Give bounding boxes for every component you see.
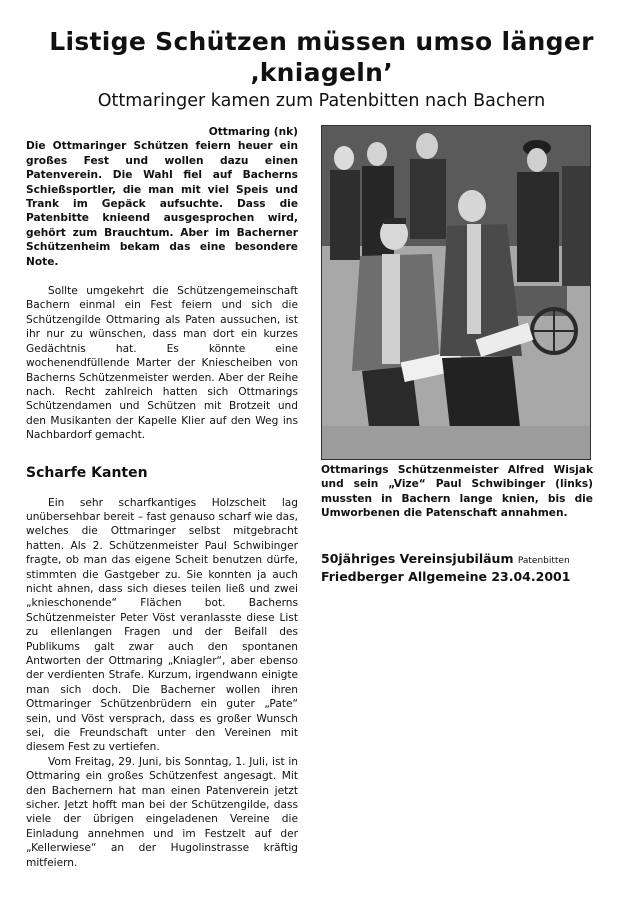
body-paragraph-3: Vom Freitag, 29. Juni, bis Sonntag, 1. Juli, ist in Ottmaring ein großes Schützenfest angesagt. Mit den Bachernern hat man einen Patenverein jetzt sicher. Jetzt hofft man bei der Schützengilde, dass viele der übrigen eingeladenen Vereine die Einladung annehmen und im Festzelt auf der „Kellerwiese“ an der Hugolinstrasse kräftig mitfeiern. <box>26 755 298 869</box>
source-info <box>321 551 593 585</box>
headline-line-2: ‚kniageln’ <box>249 58 394 87</box>
lead-paragraph: Die Ottmaringer Schützen feiern heuer ein großes Fest und wollen dazu einen Patenverein. Die Wahl fiel auf Bacherns Schießsportler, die man mit viel Speis und Trank im Gepäck aufsuchte. Dass die Patenbitte knieend ausgesprochen wird, gehört zum Brauchtum. Aber im Bacherner Schützenheim bekam das eine besondere Note. <box>26 140 298 268</box>
jubilee-tag: Patenbitten <box>517 555 570 566</box>
source-citation: Friedberger Allgemeine 23.04.2001 <box>321 568 571 584</box>
body-paragraph-2: Ein sehr scharfkantiges Holzscheit lag unübersehbar bereit – fast genauso scharf wie das, welches die Ottmaringer selbst mitgebracht hatten. Als 2. Schützenmeister Paul Schwibinger fragte, ob man das eigene Scheit benutzen dürfe, stimmten die Gastgeber zu. Sie konnten ja auch nicht ahnen, dass sich dieses teilen ließ und zwei „knieschonende“ Flächen bot. Bacherns Schützenmeister Peter Vöst veranlasste diese List zu ellenlangen Fragen und der Beifall des Publikums galt zwar auch den spontanen Antworten der Ottmaring „Kniagler“, aber ebenso der verdienten Strafe. Kurzum, irgendwann einigte man sich doch. Die Bacherner wollen ihren Ottmaringer Schützenbrüdern ein guter „Pate“ sein, und Vöst versprach, dass es großer Wunsch sei, die Freundschaft unter den Vereinen mit diesem Fest zu vertiefen. <box>26 496 298 754</box>
headline-line-1: Listige Schützen müssen umso länger <box>49 27 594 56</box>
subheadline: Ottmaringer kamen zum Patenbitten nach Bachern <box>97 91 546 111</box>
headline <box>0 26 643 88</box>
right-column <box>321 125 593 585</box>
article-body <box>26 125 298 870</box>
photo-illustration <box>322 126 591 460</box>
byline: Ottmaring (nk) <box>208 126 298 138</box>
news-photo <box>321 125 591 460</box>
jubilee-title: 50jähriges Vereinsjubiläum <box>321 550 514 566</box>
body-paragraph-1: Sollte umgekehrt die Schützengemeinschaft Bachern einmal ein Fest feiern und sich die Schützengilde Ottmaring als Paten aussuchen, ist ihr nur zu wünschen, dass man dort ein kurzes Gedächtnis hat. Es könnte eine wochenendfüllende Marter der Kniescheiben von Bacherns Schützenmeister werden. Aber der Reihe nach. Recht zahlreich hatten sich Ottmarings Schützendamen und Schützen mit Brotzeit und den Musikanten der Kapelle Klier auf den Weg ins Nachbardorf gemacht. <box>26 285 298 442</box>
photo-caption: Ottmarings Schützenmeister Alfred Wisjak und sein „Vize“ Paul Schwibinger (links) mussten in Bachern lange knien, bis die Umworbenen die Patenschaft annahmen. <box>321 464 593 520</box>
section-heading: Scharfe Kanten <box>26 464 148 481</box>
